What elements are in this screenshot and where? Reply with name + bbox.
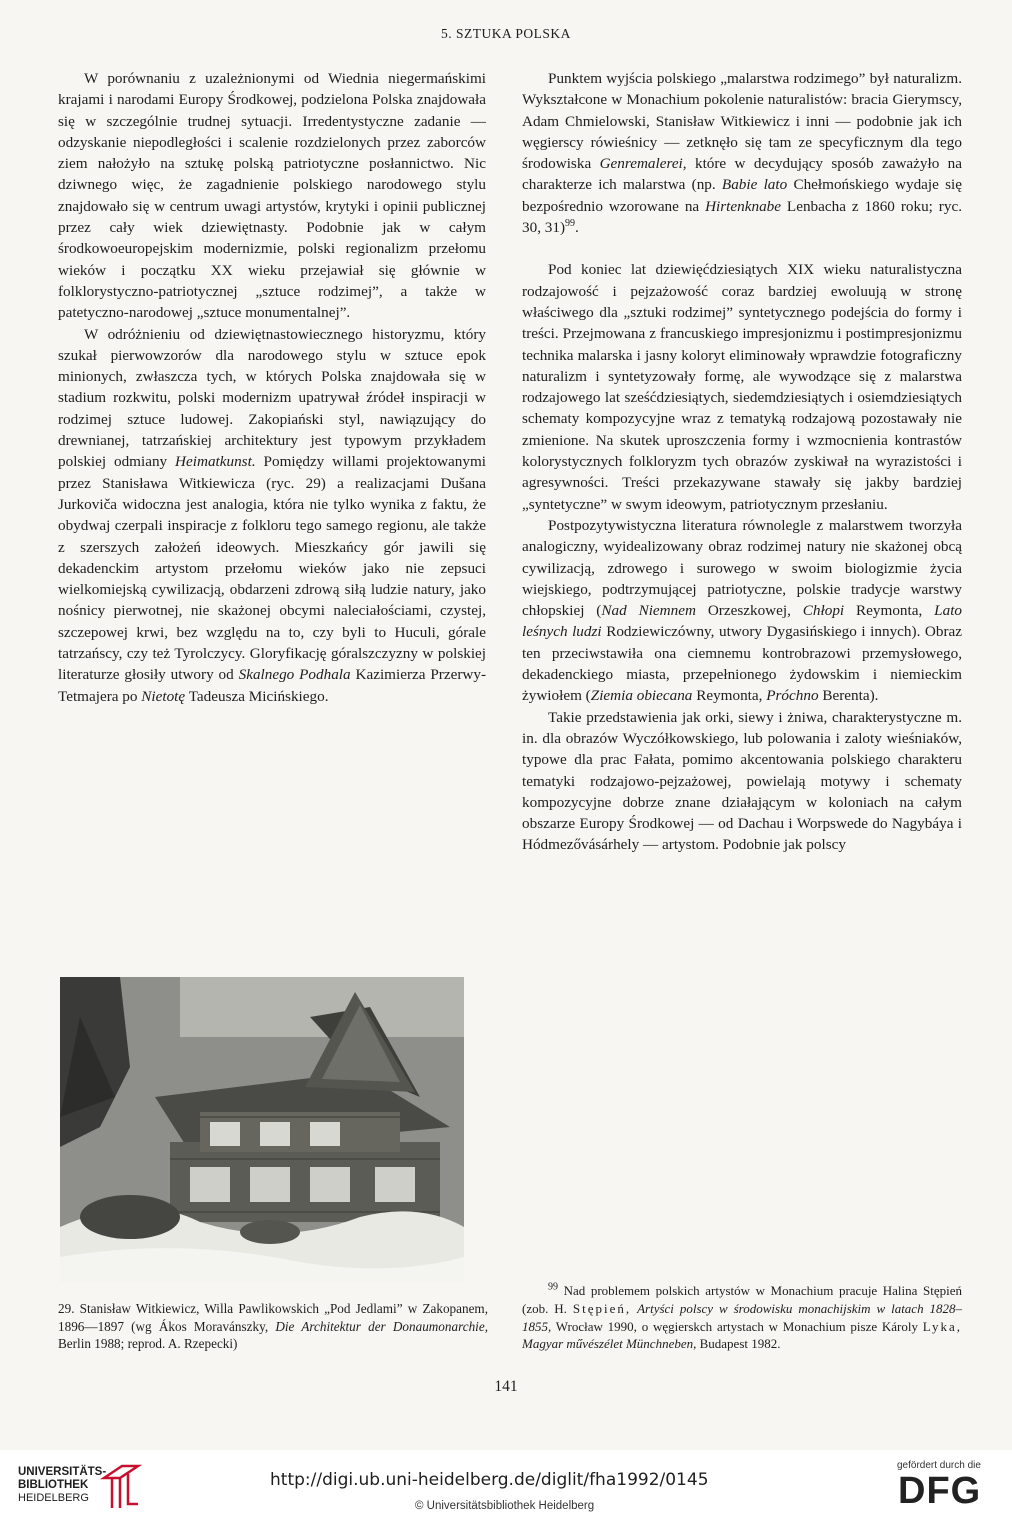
left-column [58, 68, 486, 707]
library-logo-text: UNIVERSITÄTS- BIBLIOTHEK HEIDELBERG [18, 1466, 107, 1504]
permalink-url[interactable]: http://digi.ub.uni-heidelberg.de/diglit/fha1992/0145 [270, 1470, 709, 1490]
paragraph: Pod koniec lat dziewięćdziesiątych XIX wieku naturalistyczna rodzajowość i pejzażowość coraz bardziej ewoluują w stronę właściwego dla „sztuki rodzimej” syntetycznego podejścia do formy i treści. Przejmowana z francuskiego impresjonizmu i postimpresjonizmu technika malarska i jasny koloryt eliminowały wprawdzie fotograficzny naturalizm i syntetyzowały formę, ale wywodzące się z malarstwa rodzajowego lat sześćdziesiątych, siedemdziesiątych i osiemdziesiątych schematy kompozycyjne wraz z tematyką rodzajową pozostawały nie zmienione. Na skutek uproszczenia formy i wzmocnienia kontrastów kolorystycznych folkloryzm tych obrazów zyskiwał na wyrazistości i agresywności. Treści przekazywane stawały się jakby bardziej „syntetyczne” w swym ideowym, patriotycznym przesłaniu. [522, 261, 962, 513]
figure-caption: 29. Stanisław Witkiewicz, Willa Pawlikowskich „Pod Jedlami” w Zakopanem, 1896—1897 (wg Ákos Moravánszky, Die Architektur der Donaumonarchie, Berlin 1988; reprod. A. Rzepecki) [58, 1301, 488, 1351]
running-header: 5. SZTUKA POLSKA [441, 26, 571, 41]
paragraph: Punktem wyjścia polskiego „malarstwa rodzimego” był naturalizm. Wykształcone w Monachium pokolenie naturalistów: bracia Gierymscy, Adam Chmielowski, Stanisław Witkiewicz i inni — podobnie jak ich węgierscy rówieśnicy — zetknęło się tam ze specyficznym dla tego środowiska Genremalerei, które w decydujący sposób zaważyło na charakterze ich malarstwa (np. Babie lato Chełmońskiego wydaje się bezpośrednio wzorowane na Hirtenknabe Lenbacha z 1860 roku; ryc. 30, 31)$^{99}$. [522, 70, 963, 237]
copyright-notice: © Universitätsbibliothek Heidelberg [415, 1500, 595, 1512]
paragraph: Postpozytywistyczna literatura równolegle z malarstwem tworzyła analogiczny, wyidealizowany obraz rodzimej natury nie skażonej obcą cywilizacją, zdrowego i surowego w swoim biologizmie życia wiejskiego, podtrzymującej patriotyczne, polskie tradycje warstwy chłopskiej (Nad Niemnem Orzeszkowej, Chłopi Reymonta, Lato leśnych ludzi Rodziewiczówny, utwory Dygasińskiego i innych). Obraz ten przeciwstawiła ona ciemnemu kontrobrazowi przemysłowego, dekadenckiego miasta, przepełnionego żydowskim i niemieckim żywiołem (Ziemia obiecana Reymonta, Próchno Berenta). [522, 516, 963, 705]
right-column [522, 68, 962, 856]
paragraph: W odróżnieniu od dziewiętnastowiecznego historyzmu, który szukał pierwowzorów dla narodowego stylu w sztuce epok minionych, zwłaszcza tych, w których Polska znajdowała się w stadium rozkwitu, polski modernizm upatrywał źródeł inspiracji w rodzimej sztuce ludowej. Zakopiański styl, nawiązujący do drewnianej, tatrzańskiej architektury jest typowym przykładem polskiej odmiany Heimatkunst. Pomiędzy willami projektowanymi przez Stanisława Witkiewicza (ryc. 29) a realizacjami Dušana Jurkoviča widoczna jest analogia, która nie tylko wynika z faktu, że obydwaj czerpali inspiracje z folkloru tego samego regionu, ale także z szerszych założeń ideowych. Mieszkańcy gór jawili się dekadenckim artystom przełomu wieków jako nie zepsuci wielkomiejską cywilizacją, obdarzeni zdrową siłą ludzie natury, jako nośnicy pierwotnej, nie skażonej obcymi naleciałościami, czystej, szczepowej krwi, bez względu na to, czy byli to Huculi, górale tatrzańscy, czy też Tyrolczycy. Gloryfikację góralszczyzny w polskiej literaturze głosiły utwory od Skalnego Podhala Kazimierza Przerwy-Tetmajera po Nietotę Tadeusza Micińskiego. [58, 325, 487, 705]
villa-photograph [60, 977, 464, 1282]
paragraph: Takie przedstawienia jak orki, siewy i żniwa, charakterystyczne m. in. dla obrazów Wyczółkowskiego, lub polowania i zaloty wieśniaków, typowe dla prac Fałata, pomimo akcentowania polskiego charakteru tematyki rodzajowo-pejzażowej, powielają motywy i schematy kompozycyjne dobrze znane działającym w koloniach na całym obszarze Europy Środkowej — od Dachau i Worpswede do Nagybáya i Hódmezővásárhely — artystom. Podobnie jak polscy [522, 708, 962, 854]
dfg-logo: DFG [898, 1470, 982, 1512]
library-logo-icon [100, 1460, 142, 1512]
funding-label: gefördert durch die [897, 1460, 981, 1471]
page-number: 141 [494, 1378, 518, 1395]
paragraph: W porównaniu z uzależnionymi od Wiednia niegermańskimi krajami i narodami Europy Środkowej, podzielona Polska znajdowała się w szczególnie trudnej sytuacji. Irredentystyczne zadanie — odzyskanie niepodległości i scalenie rozdzielonych przez zaborców ziem nałożyło na sztukę polską patriotyczne posłannictwo. Nic dziwnego więc, że zagadnienie polskiego narodowego stylu znajdowało się w centrum uwagi artystów, krytyki i opinii publicznej przez cały wiek dziewiętnasty. Podobnie jak w całym środkowoeuropejskim modernizmie, polski regionalizm przełomu wieków i początku XX wieku przejawiał się głównie w folklorystyczno-patriotycznej „sztuce rodzimej”, a także w patetyczno-narodowej „sztuce monumentalnej”. [58, 70, 486, 322]
footnote: $^{99}$ Nad problemem polskich artystów w Monachium pracuje Halina Stępień (zob. H. Stępień, Artyści polscy w środowisku monachijskim w latach 1828–1855, Wrocław 1990, o węgierskch artystach w Monachium pisze Károly Lyka, Magyar művészélet Münchneben, Budapest 1982. [522, 1281, 963, 1352]
